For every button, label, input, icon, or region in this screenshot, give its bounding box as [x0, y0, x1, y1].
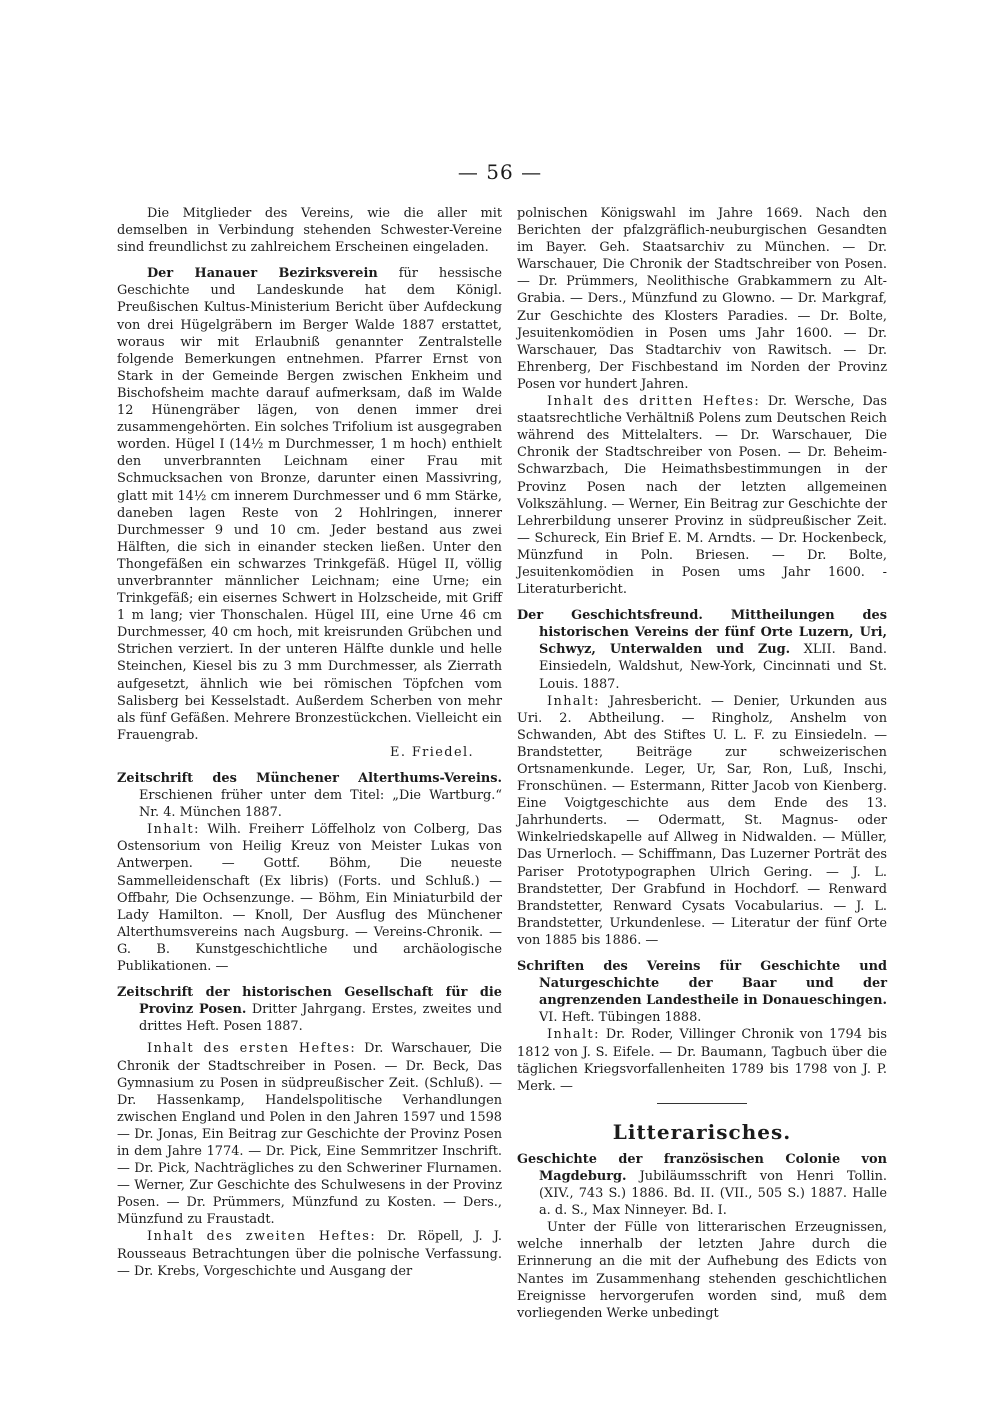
entry-geschichtsfreund: [517, 607, 887, 692]
right-column: [517, 205, 887, 1322]
hanau-heading: Der Hanauer Bezirksverein: [147, 266, 378, 282]
muenchen-subtitle: Erschienen früher unter dem Titel: „Die Wartburg.“ Nr. 4. München 1887.: [139, 788, 502, 821]
entry-posen: [117, 984, 502, 1035]
section-divider: [657, 1103, 747, 1104]
left-column: [117, 205, 502, 1280]
paragraph-hanau: [117, 265, 502, 744]
posen-contents-2: [117, 1228, 502, 1279]
colonie-text: Unter der Fülle von litterarischen Erzeugnissen, welche innerhalb der letzten Jahre durch die Erinnerung an die mit der Aufhebung des Edicts von Nantes im Zusammenhang stehenden geschichtlichen Ereignisse hervorgerufen worden sind, muß dem vorliegenden Werke unbedingt: [517, 1220, 887, 1321]
posen-contents-1-label: Inhalt des ersten Heftes:: [147, 1041, 357, 1057]
posen-contents-1-text: Dr. Warschauer, Die Chronik der Stadtschreiber in Posen. — Dr. Beck, Das Gymnasium zu Posen in südpreußischer Zeit. (Schluß). — Dr. Hassenkamp, Handelspolitische Verhandlungen zwischen England und Polen in den Jahren 1597 und 1598 — Dr. Jonas, Ein Beitrag zur Geschichte der Provinz Posen in dem Jahre 1774. — Dr. Pick, Eine Semmritzer Inschrift. — Dr. Pick, Nachträgliches zu den Schweriner Flurnamen. — Werner, Zur Geschichte des Schulwesens in der Provinz Posen. — Dr. Prümmers, Münzfund zu Kosten. — Ders., Münzfund zu Fraustadt.: [117, 1041, 502, 1228]
section-title: Litterarisches.: [612, 1119, 792, 1144]
muenchen-contents-text: Wilh. Freiherr Löffelholz von Colberg, Das Ostensorium von Heilig Kreuz von Meister Lukas von Antwerpen. — Gottf. Böhm, Die neueste Sammelleidenschaft (Ex libris) (Forts. und Schluß.) — Offbahr, Die Ochsenzunge. — Böhm, Ein Miniaturbild der Lady Hamilton. — Knoll, Der Ausflug des Münchener Alterthumsvereins nach Augsburg. — Vereins-Chronik. — G. B. Kunstgeschichtliche und archäologische Publikationen. —: [117, 822, 502, 975]
geschichtsfreund-subtitle: XLII. Band. Einsiedeln, Waldshut, New-York, Cincinnati und St. Louis. 1887.: [539, 642, 887, 692]
baar-contents: [517, 1026, 887, 1094]
geschichtsfreund-contents: [517, 693, 887, 949]
muenchen-contents: [117, 821, 502, 975]
posen-contents-2-text: Dr. Röpell, J. J. Rousseaus Betrachtungen über die polnische Verfassung. — Dr. Krebs, Vorgeschichte und Ausgang der: [117, 1229, 502, 1279]
paragraph-members: Die Mitglieder des Vereins, wie die aller mit demselben in Verbindung stehenden Schwester-Vereine sind freundlichst zu zahlreichem Erscheinen eingeladen.: [117, 206, 502, 256]
colonie-heading: Geschichte der französischen Colonie von Magdeburg.: [517, 1151, 887, 1184]
entry-baar: [517, 958, 887, 1026]
posen-contents-3-text: Dr. Wersche, Das staatsrechtliche Verhältniß Polens zum Deutschen Reich während des Mittelalters. — Dr. Warschauer, Die Chronik der Stadtschreiber von Posen. — Dr. Beheim-Schwarzbach, Die Heimathsbestimmungen in der Provinz Posen nach der letzten allgemeinen Volkszählung. — Werner, Ein Beitrag zur Geschichte der Lehrerbildung unserer Provinz in südpreußischer Zeit. — Schureck, Ein Brief E. M. Arndts. — Dr. Hockenbeck, Münzfund in Poln. Briesen. — Dr. Bolte, Jesuitenkomödien in Posen ums Jahr 1600. - Literaturbericht.: [517, 394, 887, 598]
muenchen-contents-label: Inhalt:: [147, 822, 200, 838]
entry-muenchen: [117, 770, 502, 821]
posen-contents-3-label: Inhalt des dritten Heftes:: [547, 394, 761, 410]
geschichtsfreund-heading: Der Geschichtsfreund. Mittheilungen des historischen Vereins der fünf Orte Luzern, Uri, Schwyz, Unterwalden und Zug.: [517, 608, 887, 658]
baar-contents-label: Inhalt:: [547, 1027, 600, 1043]
baar-contents-text: Dr. Roder, Villinger Chronik von 1794 bis 1812 von J. S. Eifele. — Dr. Baumann, Tagbuch über die täglichen Kriegsvorfallenheiten 1789 bis 1798 von J. P. Merk. —: [517, 1027, 887, 1094]
posen-contents-1: [117, 1040, 502, 1228]
colonie-subtitle: Jubiläumsschrift von Henri Tollin. (XIV., 743 S.) 1886. Bd. II. (VII., 505 S.) 1887. Halle a. d. S., Max Ninneyer. Bd. I.: [539, 1168, 887, 1219]
posen-contents-2-continued: polnischen Königswahl im Jahre 1669. Nach den Berichten der pfalzgräflich-neuburgischen Gesandten im Bayer. Geh. Staatsarchiv zu München. — Dr. Warschauer, Die Chronik der Stadtschreiber von Posen. — Dr. Prümmers, Neolithische Grabkammern zu Alt-Grabia. — Ders., Münzfund zu Glowno. — Dr. Markgraf, Zur Geschichte des Klosters Paradies. — Dr. Bolte, Jesuitenkomödien in Posen ums Jahr 1600. — Dr. Warschauer, Das Stadtarchiv von Rawitsch. — Dr. Ehrenberg, Der Fischbestand im Norden der Provinz Posen vor hundert Jahren.: [517, 206, 887, 392]
signature: E. Friedel.: [390, 744, 474, 760]
posen-contents-3: [517, 393, 887, 598]
geschichtsfreund-contents-text: Jahresbericht. — Denier, Urkunden aus Uri. 2. Abtheilung. — Ringholz, Anshelm von Schwanden, Abt des Stiftes U. L. F. zu Einsiedeln. — Brandstetter, Beiträge zur schweizerischen Ortsnamenkunde. Leger, Ur, Sar, Ron, Luß, Inschi, Fronschünen. — Estermann, Ritter Jacob von Kienberg. Eine Voigtgeschichte aus dem Ende des 13. Jahrhunderts. — Odermatt, St. Magnus- oder Winkelriedskapelle auf Allweg in Nidwalden. — Müller, Das Urnerloch. — Schiffmann, Das Luzerner Porträt des Pariser Prototypographen Ulrich Gering. — J. L. Brandstetter, Der Grabfund in Hochdorf. — Renward Brandstetter, Renward Cysats Vocabularius. — J. L. Brandstetter, Urkundenlese. — Literatur der fünf Orte von 1885 bis 1886. —: [517, 693, 887, 948]
geschichtsfreund-contents-label: Inhalt:: [547, 693, 600, 709]
baar-subtitle: VI. Heft. Tübingen 1888.: [539, 1010, 702, 1026]
muenchen-heading: Zeitschrift des Münchener Alterthums-Vereins.: [117, 771, 502, 786]
posen-subtitle: Dritter Jahrgang. Erstes, zweites und drittes Heft. Posen 1887.: [139, 1002, 502, 1035]
entry-colonie: [517, 1151, 887, 1219]
posen-heading: Zeitschrift der historischen Gesellschaft für die Provinz Posen.: [117, 985, 502, 1018]
posen-contents-2-label: Inhalt des zweiten Heftes:: [147, 1229, 377, 1245]
hanau-text: für hessische Geschichte und Landeskunde hat dem Königl. Preußischen Kultus-Ministerium Bericht über Aufdeckung von drei Hügelgräbern im Berger Walde 1887 erstattet, woraus wir mit Erlaubniß genannter Zentralstelle folgende Bemerkungen entnehmen. Pfarrer Ernst von Stark in der Gemeinde Bergen zwischen Enkheim und Bischofsheim machte darauf aufmerksam, daß im Walde 12 Hünengräber lägen, von denen immer drei zusammengehörten. Ein solches Trifolium ist ausgegraben worden. Hügel I (14½ m Durchmesser, 1 m hoch) enthielt den unverbrannten Leichnam einer Frau mit Schmucksachen von Bronze, darunter einen Massivring, glatt mit 14½ cm innerem Durchmesser und 6 mm Stärke, daneben lagen Reste von 2 Hohlringen, innerer Durchmesser 9 und 10 cm. Jeder bestand aus zwei Hälften, die sich in einander stecken ließen. Unter den Thongefäßen ein schwarzes Trinkgefäß. Hügel II, völlig unverbrannter männlicher Leichnam; eine Urne; ein Trinkgefäß; ein eisernes Schwert in Holzscheide, mit Griff 1 m lang; vier Thonschalen. Hügel III, eine Urne 46 cm Durchmesser, 40 cm hoch, mit kreisrunden Grübchen und Strichen verziert. In der unteren Hälfte dunkle und helle Steinchen, Kiesel bis zu 3 mm Durchmesser, als Zierrath aufgesetzt, ähnlich wie bei römischen Töpfchen vom Salisberg bei Kesselstadt. Außerdem Scherben von mehr als fünf Gefäßen. Mehrere Bronzestückchen. Vielleicht ein Frauengrab.: [117, 266, 502, 743]
baar-heading: Schriften des Vereins für Geschichte und Naturgeschichte der Baar und der angrenzenden Landestheile in Donaueschingen.: [517, 959, 887, 1009]
page-number: — 56 —: [457, 160, 543, 184]
